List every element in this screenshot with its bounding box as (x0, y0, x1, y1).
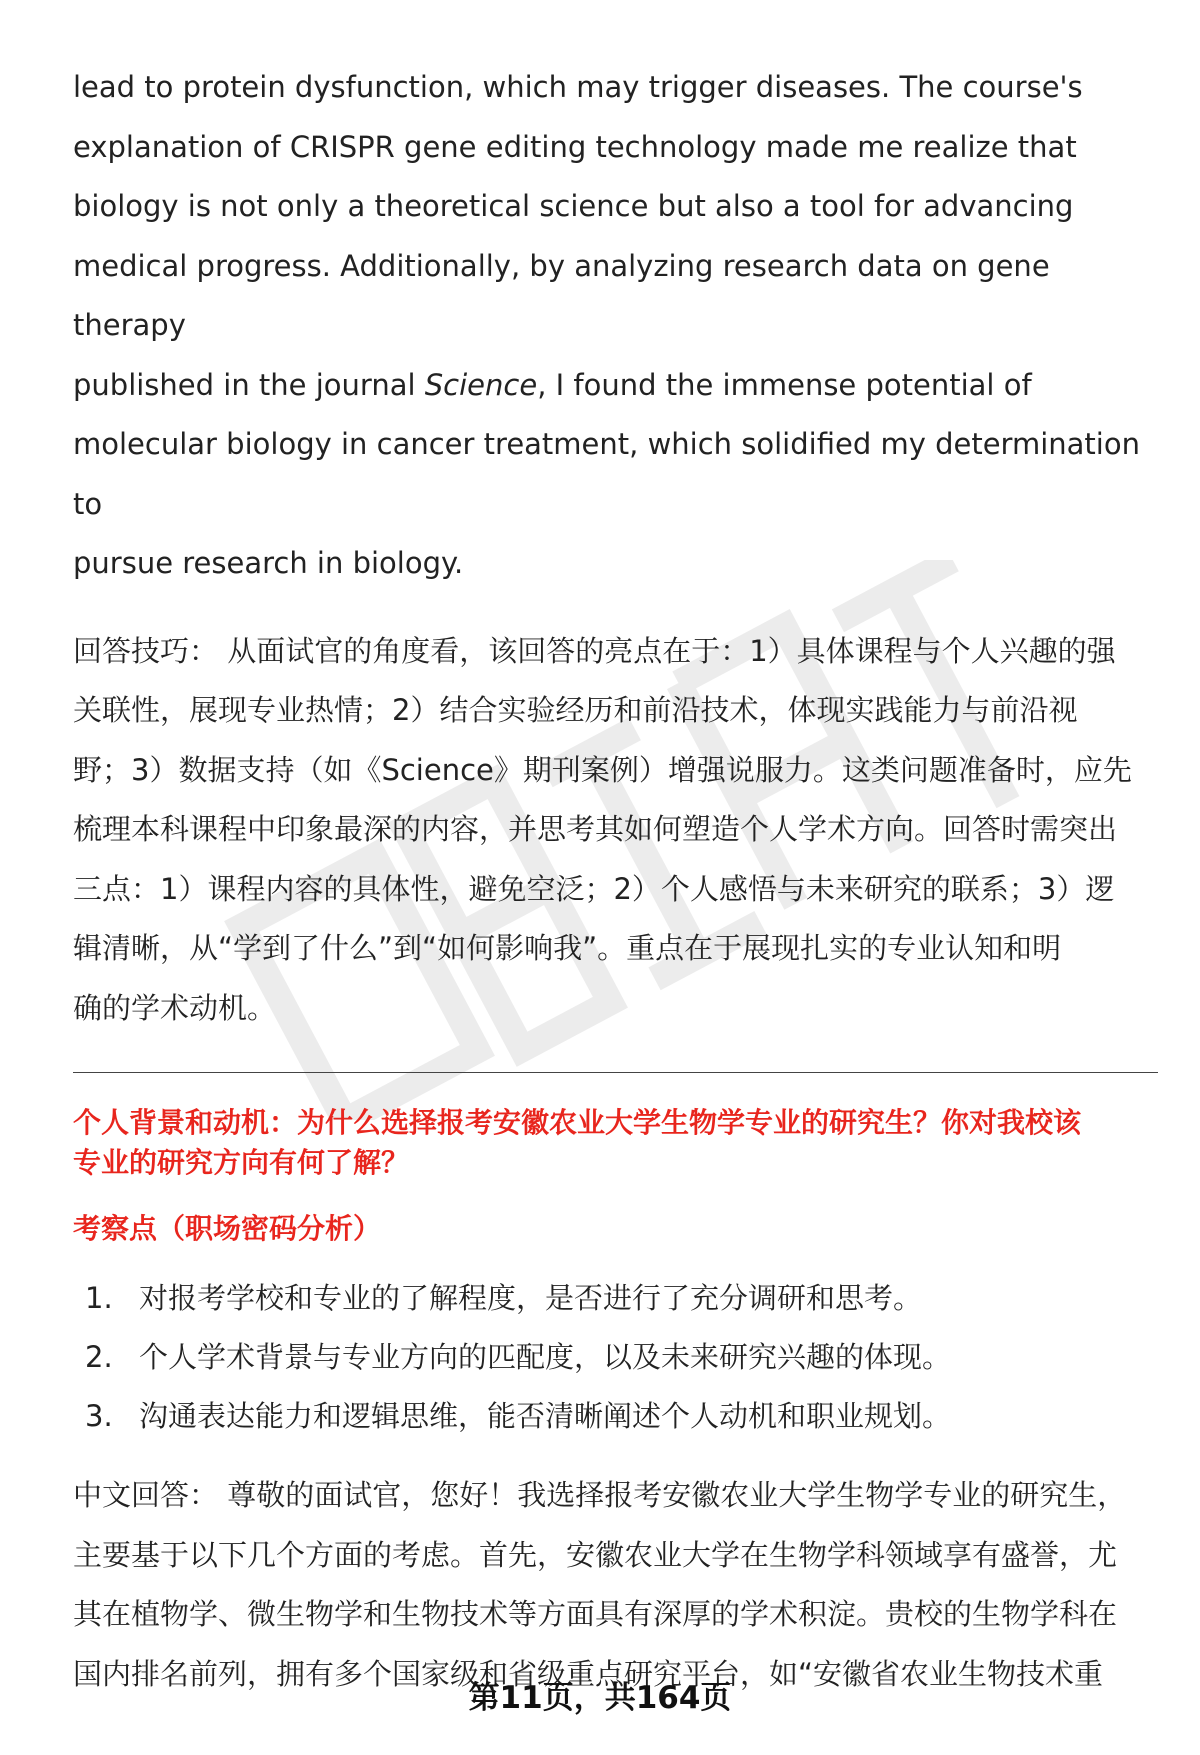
intro-line: explanation of CRISPR gene editing technology made me realize that (73, 129, 1077, 164)
list-text: 沟通表达能力和逻辑思维，能否清晰阐述个人动机和职业规划。 (139, 1399, 952, 1433)
tips-line: 三点：1）课程内容的具体性，避免空泛；2）个人感悟与未来研究的联系；3）逻 (73, 871, 1115, 906)
intro-line: medical progress. Additionally, by analyzing research data on gene therapy (73, 248, 1050, 342)
tips-line: 梳理本科课程中印象最深的内容，并思考其如何塑造个人学术方向。回答时需突出 (73, 812, 1118, 846)
list-number: 2. (85, 1340, 113, 1374)
intro-paragraph (73, 58, 1158, 594)
answer-line: 其在植物学、微生物学和生物技术等方面具有深厚的学术积淀。贵校的生物学科在 (73, 1597, 1118, 1631)
tips-line: 确的学术动机。 (73, 990, 277, 1025)
assessment-heading: 考察点（职场密码分析） (73, 1212, 382, 1245)
intro-line: pursue research in biology. (73, 546, 464, 580)
list-item (73, 1387, 1158, 1446)
list-text: 对报考学校和专业的了解程度，是否进行了充分调研和思考。 (139, 1281, 923, 1315)
page-number: 第11页，共164页 (468, 1680, 732, 1716)
question-line: 个人背景和动机：为什么选择报考安徽农业大学生物学专业的研究生？你对我校该 (73, 1106, 1082, 1139)
answer-line: 主要基于以下几个方面的考虑。首先，安徽农业大学在生物学科领域享有盛誉，尤 (73, 1537, 1118, 1572)
question-heading (73, 1103, 1158, 1183)
list-item (73, 1328, 1158, 1387)
answer-tips (73, 622, 1158, 1039)
answer-line: 国内排名前列，拥有多个国家级和省级重点研究平台，如“安徽省农业生物技术重 (73, 1656, 1104, 1691)
tips-line: 回答技巧： 从面试官的角度看，该回答的亮点在于：1）具体课程与个人兴趣的强 (73, 633, 1116, 668)
intro-line: biology is not only a theoretical science but also a tool for advancing (73, 189, 1074, 223)
list-item (73, 1269, 1158, 1328)
assessment-list (73, 1269, 1158, 1446)
list-number: 3. (85, 1399, 113, 1433)
journal-name: Science (424, 367, 538, 402)
page-content (73, 58, 1158, 1704)
tips-line: 辑清晰，从“学到了什么”到“如何影响我”。重点在于展现扎实的专业认知和明 (73, 931, 1062, 965)
intro-text: published in the journal (73, 367, 425, 402)
tips-line: 野；3）数据支持（如《Science》期刊案例）增强说服力。这类问题准备时，应先 (73, 752, 1132, 787)
list-text: 个人学术背景与专业方向的匹配度，以及未来研究兴趣的体现。 (139, 1340, 952, 1374)
intro-line: lead to protein dysfunction, which may trigger diseases. The course's (73, 70, 1083, 104)
intro-line (73, 356, 1158, 416)
list-number: 1. (85, 1281, 113, 1315)
question-line: 专业的研究方向有何了解？ (73, 1146, 410, 1179)
chinese-answer (73, 1466, 1158, 1704)
tips-line: 关联性，展现专业热情；2）结合实验经历和前沿技术，体现实践能力与前沿视 (73, 693, 1078, 727)
intro-text: , I found the immense potential of (537, 367, 1032, 402)
answer-line: 中文回答： 尊敬的面试官，您好！我选择报考安徽农业大学生物学专业的研究生， (73, 1478, 1127, 1512)
intro-line: molecular biology in cancer treatment, which solidified my determination to (73, 427, 1140, 521)
